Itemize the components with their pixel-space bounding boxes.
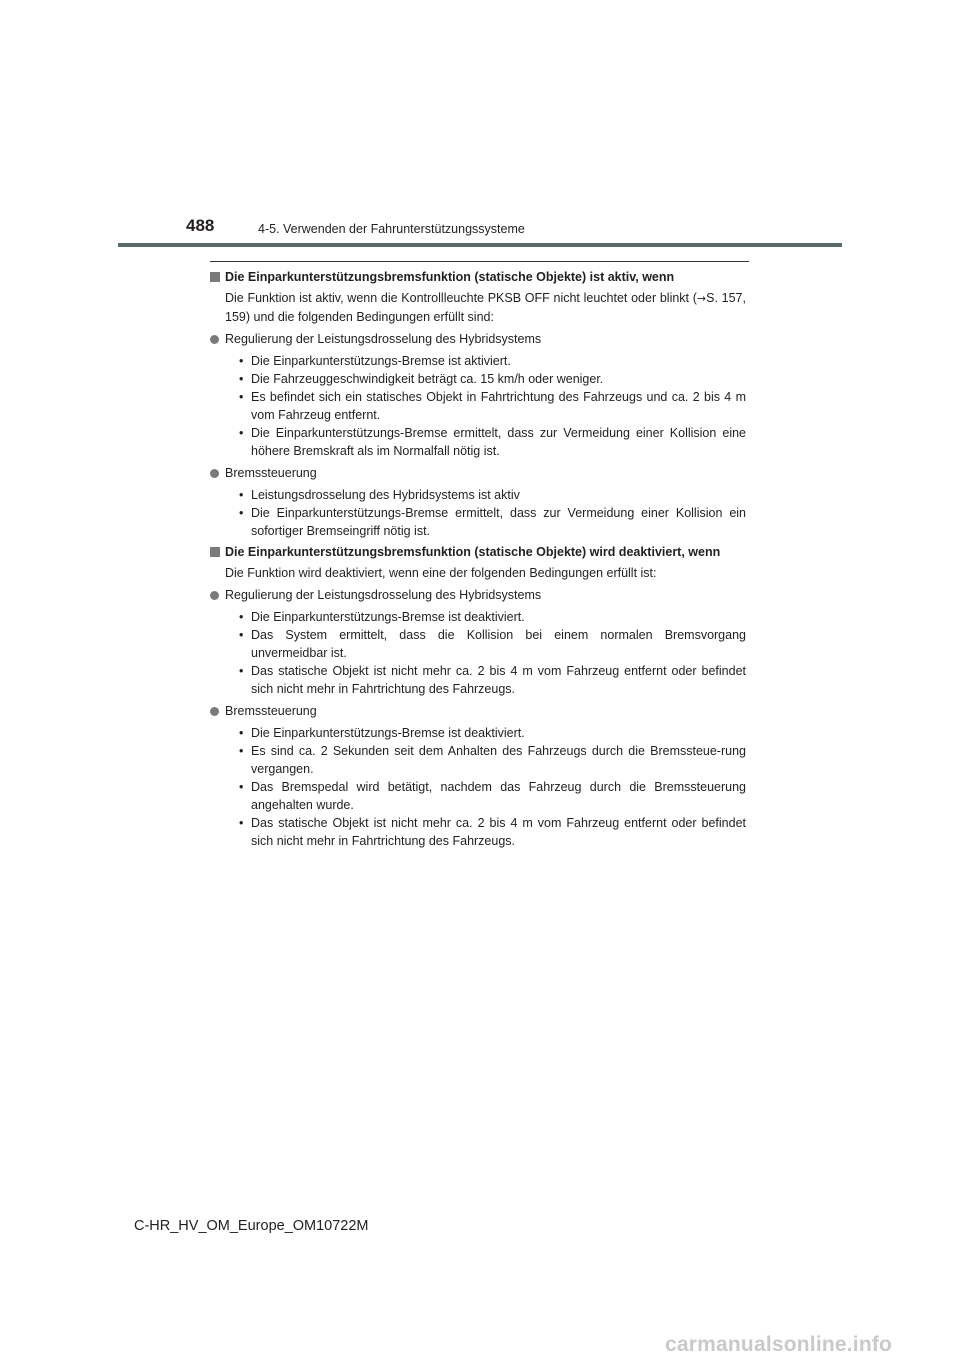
list-item-text: Das statische Objekt ist nicht mehr ca. 2 bis 4 m vom Fahrzeug entfernt oder befindet sich nicht mehr in Fahrtrichtung des Fahrzeugs. <box>251 816 746 848</box>
bullet-list <box>210 352 746 460</box>
section-heading-text: Die Einparkunterstützungsbremsfunktion (statische Objekte) wird deaktiviert, wenn <box>225 545 721 559</box>
bullet-dot-icon: • <box>239 628 244 642</box>
condition-group-title <box>210 464 746 482</box>
bullet-dot-icon: • <box>239 726 244 740</box>
group-title-text: Regulierung der Leistungsdrosselung des Hybridsystems <box>225 588 542 602</box>
bullet-dot-icon: • <box>239 390 244 404</box>
list-item <box>210 486 746 504</box>
bullet-list <box>210 724 746 850</box>
list-item-text: Leistungsdrosselung des Hybridsystems ist aktiv <box>251 488 520 502</box>
condition-group-title <box>210 702 746 720</box>
group-title-text: Bremssteuerung <box>225 466 317 480</box>
square-marker-icon <box>210 272 220 282</box>
circle-bullet-icon <box>210 469 219 478</box>
section-heading-text: Die Einparkunterstützungsbremsfunktion (statische Objekte) ist aktiv, wenn <box>225 270 675 284</box>
section-heading <box>210 268 746 286</box>
list-item-text: Die Einparkunterstützungs-Bremse ermittelt, dass zur Vermeidung einer Kollision ein sofortiger Bremseingriff nötig ist. <box>251 506 746 538</box>
watermark-link[interactable]: carmanualsonline.info <box>665 1333 893 1356</box>
list-item <box>210 742 746 778</box>
list-item <box>210 504 746 540</box>
list-item <box>210 778 746 814</box>
bullet-dot-icon: • <box>239 816 244 830</box>
header-rule <box>118 243 842 247</box>
footer-doc-code: C-HR_HV_OM_Europe_OM10722M <box>134 1218 369 1234</box>
condition-group-title <box>210 330 746 348</box>
list-item <box>210 626 746 662</box>
bullet-list <box>210 608 746 698</box>
page-content <box>210 268 746 850</box>
section-intro: Die Funktion wird deaktiviert, wenn eine der folgenden Bedingungen erfüllt ist: <box>225 566 657 580</box>
group-title-text: Regulierung der Leistungsdrosselung des Hybridsystems <box>225 332 542 346</box>
section-rule <box>210 261 749 262</box>
section-intro <box>210 289 746 326</box>
page-number: 488 <box>186 216 215 235</box>
list-item-text: Es sind ca. 2 Sekunden seit dem Anhalten des Fahrzeugs durch die Bremssteue-rung vergangen. <box>251 744 746 776</box>
list-item-text: Das System ermittelt, dass die Kollision bei einem normalen Bremsvorgang unvermeidbar ist. <box>251 628 746 660</box>
list-item <box>210 662 746 698</box>
bullet-dot-icon: • <box>239 744 244 758</box>
list-item <box>210 814 746 850</box>
bullet-dot-icon: • <box>239 664 244 678</box>
list-item <box>210 352 746 370</box>
bullet-list <box>210 486 746 540</box>
circle-bullet-icon <box>210 591 219 600</box>
bullet-dot-icon: • <box>239 354 244 368</box>
group-title-text: Bremssteuerung <box>225 704 317 718</box>
condition-group-title <box>210 586 746 604</box>
list-item <box>210 724 746 742</box>
section-heading <box>210 543 746 561</box>
bullet-dot-icon: • <box>239 488 244 502</box>
square-marker-icon <box>210 547 220 557</box>
list-item-text: Das Bremspedal wird betätigt, nachdem das Fahrzeug durch die Bremssteuerung angehalten wurde. <box>251 780 746 812</box>
list-item <box>210 424 746 460</box>
bullet-dot-icon: • <box>239 506 244 520</box>
list-item-text: Es befindet sich ein statisches Objekt in Fahrtrichtung des Fahrzeugs und ca. 2 bis 4 m vom Fahrzeug entfernt. <box>251 390 746 422</box>
circle-bullet-icon <box>210 707 219 716</box>
page-reference-link[interactable]: S. 157, 159) und die folgenden Bedingungen erfüllt sind: <box>225 291 746 324</box>
bullet-dot-icon: • <box>239 610 244 624</box>
list-item-text: Die Einparkunterstützungs-Bremse ist deaktiviert. <box>251 726 525 740</box>
list-item-text: Die Einparkunterstützungs-Bremse ist deaktiviert. <box>251 610 525 624</box>
bullet-dot-icon: • <box>239 372 244 386</box>
list-item-text: Die Fahrzeuggeschwindigkeit beträgt ca. 15 km/h oder weniger. <box>251 372 604 386</box>
list-item-text: Die Einparkunterstützungs-Bremse ermittelt, dass zur Vermeidung einer Kollision eine höhere Bremskraft als im Normalfall nötig ist. <box>251 426 746 458</box>
chapter-title: 4-5. Verwenden der Fahrunterstützungssysteme <box>258 222 525 236</box>
circle-bullet-icon <box>210 335 219 344</box>
list-item-text: Das statische Objekt ist nicht mehr ca. 2 bis 4 m vom Fahrzeug entfernt oder befindet sich nicht mehr in Fahrtrichtung des Fahrzeugs. <box>251 664 746 696</box>
arrow-right-icon: → <box>696 292 707 305</box>
bullet-dot-icon: • <box>239 780 244 794</box>
list-item <box>210 370 746 388</box>
list-item <box>210 608 746 626</box>
bullet-dot-icon: • <box>239 426 244 440</box>
list-item-text: Die Einparkunterstützungs-Bremse ist aktiviert. <box>251 354 511 368</box>
intro-text: Die Funktion ist aktiv, wenn die Kontrollleuchte PKSB OFF nicht leuchtet oder blinkt ( <box>225 291 697 305</box>
list-item <box>210 388 746 424</box>
